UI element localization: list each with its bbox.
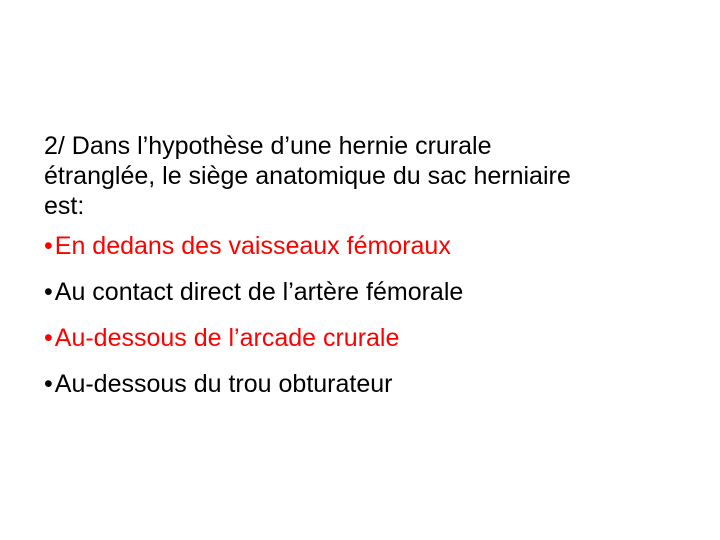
answer-option-text: Au contact direct de l’artère fémorale xyxy=(54,278,464,306)
bullet-icon: • xyxy=(44,324,53,352)
answer-option-2 xyxy=(44,277,684,307)
answer-options-list xyxy=(44,231,684,399)
question-text xyxy=(44,131,684,221)
question-line: étranglée, le siège anatomique du sac herniaire xyxy=(44,162,571,190)
answer-option-text: En dedans des vaisseaux fémoraux xyxy=(54,232,451,260)
answer-option-text: Au-dessous du trou obturateur xyxy=(54,370,393,398)
bullet-icon: • xyxy=(44,370,53,398)
answer-option-text: Au-dessous de l’arcade crurale xyxy=(54,324,400,352)
answer-option-3 xyxy=(44,323,684,353)
question-line: 2/ Dans l’hypothèse d’une hernie crurale xyxy=(44,132,492,160)
question-line: est: xyxy=(44,192,85,220)
bullet-icon: • xyxy=(44,232,53,260)
answer-option-4 xyxy=(44,369,684,399)
answer-option-1 xyxy=(44,231,684,261)
bullet-icon: • xyxy=(44,278,53,306)
slide-content xyxy=(44,131,684,415)
